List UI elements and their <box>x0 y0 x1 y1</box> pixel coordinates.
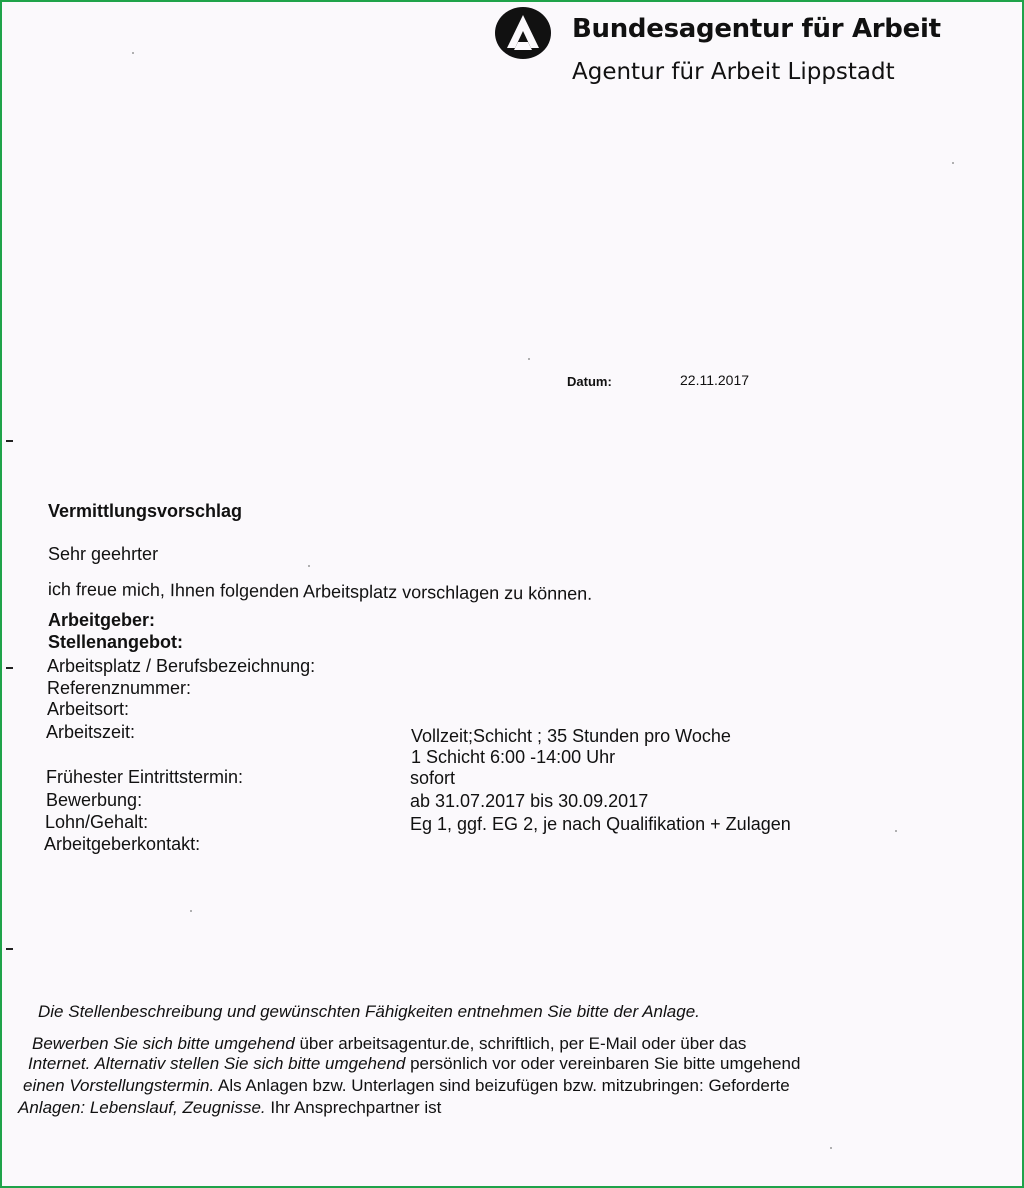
paragraph-text-part: Als Anlagen bzw. Unterlagen sind beizufügen bzw. mitzubringen: Geforderte <box>214 1076 790 1095</box>
salutation: Sehr geehrter <box>48 544 159 564</box>
paragraph-text-part: persönlich vor oder vereinbaren Sie bitte umgehend <box>405 1054 801 1073</box>
bundesagentur-logo-icon <box>494 6 552 60</box>
scan-speck <box>132 52 134 54</box>
agency-title: Bundesagentur für Arbeit <box>572 14 941 44</box>
section-arbeitgeber: Arbeitgeber: <box>48 610 156 630</box>
field-label-bewerbung: Bewerbung: <box>46 790 143 810</box>
date-value: 22.11.2017 <box>680 372 750 388</box>
letter-heading: Vermittlungsvorschlag <box>48 501 243 521</box>
agency-subtitle: Agentur für Arbeit Lippstadt <box>572 59 895 85</box>
fold-mark <box>6 440 13 442</box>
field-value-eintrittstermin: sofort <box>410 768 456 788</box>
field-label-lohn: Lohn/Gehalt: <box>45 812 149 832</box>
field-label-berufsbezeichnung: Arbeitsplatz / Berufsbezeichnung: <box>47 656 316 676</box>
scan-speck <box>190 910 192 912</box>
application-paragraph-line3 <box>23 1076 790 1096</box>
paragraph-text-part: über arbeitsagentur.de, schriftlich, per E-Mail oder über das <box>294 1034 747 1053</box>
anlage-note <box>38 1002 700 1022</box>
field-label-eintrittstermin: Frühester Eintrittstermin: <box>46 767 244 787</box>
intro-text: ich freue mich, Ihnen folgenden Arbeitsplatz vorschlagen zu können. <box>47 579 593 604</box>
section-stellenangebot: Stellenangebot: <box>48 632 184 652</box>
fold-mark <box>6 667 13 669</box>
paragraph-italic-part: Bewerben Sie sich bitte umgehend <box>32 1034 295 1053</box>
field-label-kontakt: Arbeitgeberkontakt: <box>44 834 201 854</box>
application-paragraph-line4 <box>18 1098 441 1118</box>
scan-speck <box>952 162 954 164</box>
field-label-referenznummer: Referenznummer: <box>47 678 192 698</box>
field-value-lohn: Eg 1, ggf. EG 2, je nach Qualifikation + Zulagen <box>410 814 791 834</box>
anlage-note-text: Die Stellenbeschreibung und gewünschten Fähigkeiten entnehmen Sie bitte der Anlage. <box>38 1002 700 1021</box>
field-value-arbeitszeit-line2: 1 Schicht 6:00 -14:00 Uhr <box>411 747 616 767</box>
scan-speck <box>528 358 530 360</box>
field-value-arbeitszeit-line1: Vollzeit;Schicht ; 35 Stunden pro Woche <box>411 726 731 746</box>
date-label: Datum: <box>567 374 612 389</box>
field-label-arbeitsort: Arbeitsort: <box>47 699 130 719</box>
scan-speck <box>830 1147 832 1149</box>
paragraph-italic-part: Internet. Alternativ stellen Sie sich bitte umgehend <box>28 1054 406 1073</box>
application-paragraph-line1 <box>32 1034 746 1054</box>
paragraph-italic-part: einen Vorstellungstermin. <box>23 1076 215 1095</box>
scan-speck <box>308 565 310 567</box>
paragraph-text-part: Ihr Ansprechpartner ist <box>265 1098 442 1117</box>
application-paragraph-line2 <box>28 1054 800 1074</box>
scan-speck <box>895 830 897 832</box>
field-value-bewerbung: ab 31.07.2017 bis 30.09.2017 <box>410 791 649 811</box>
field-label-arbeitszeit: Arbeitszeit: <box>46 722 136 742</box>
fold-mark <box>6 948 13 950</box>
paragraph-italic-part: Anlagen: Lebenslauf, Zeugnisse. <box>18 1098 266 1117</box>
